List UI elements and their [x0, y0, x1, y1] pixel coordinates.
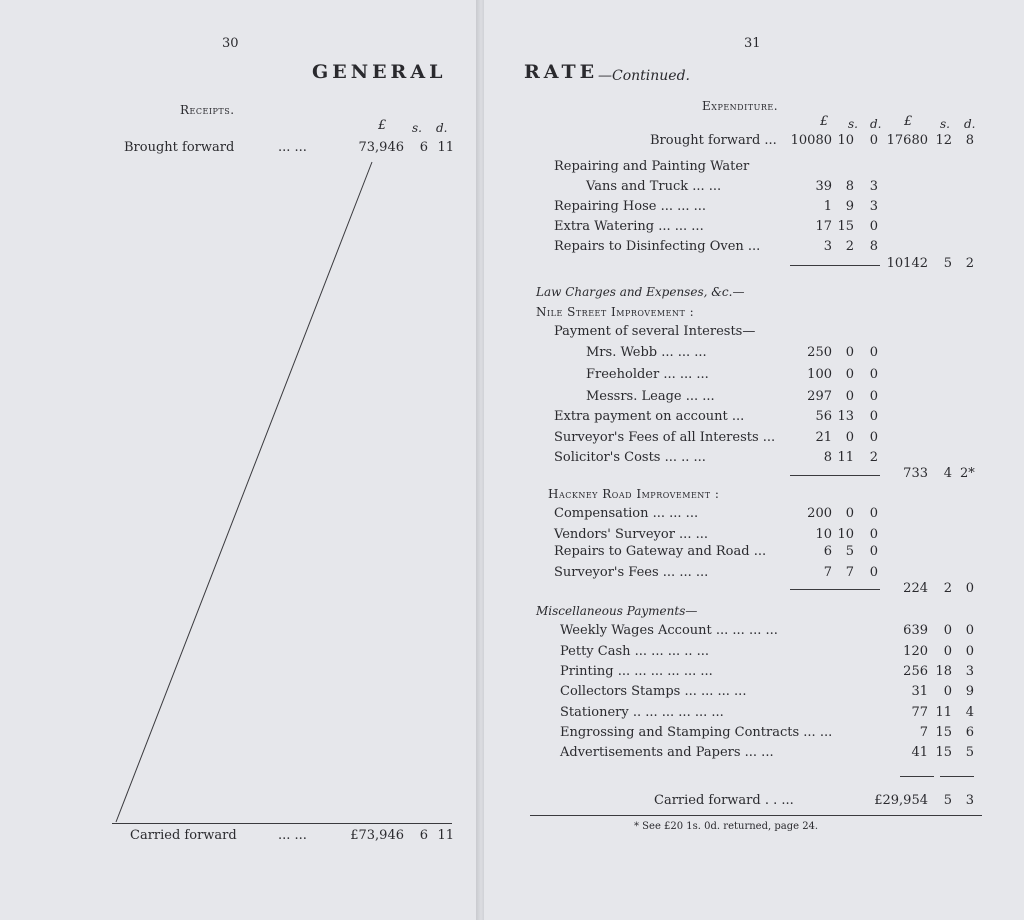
ledger-entry: Collectors Stamps ... ... ... ...: [560, 684, 747, 699]
ledger-entry: Mrs. Webb ... ... ...: [586, 345, 707, 360]
col-header-pounds: £: [820, 114, 829, 129]
brought-forward-pounds: 10080: [790, 133, 832, 148]
ledger-entry: Extra Watering ... ... ...: [554, 219, 704, 234]
ledger-entry: Solicitor's Costs ... .. ...: [554, 450, 706, 465]
amount-pence: 0: [869, 367, 878, 382]
carried-forward-shillings: 5: [943, 793, 952, 808]
subtotal-rule: [790, 265, 880, 266]
amount-pence: 0: [869, 506, 878, 521]
amount-shillings: 0: [845, 367, 854, 382]
page-number: 30: [222, 36, 239, 51]
amount-shillings: 0: [845, 389, 854, 404]
amount-pence: 6: [965, 725, 974, 740]
amount-pounds: 1: [823, 199, 832, 214]
ledger-entry: Repairing Hose ... ... ...: [554, 199, 707, 214]
amount-shillings: 7: [845, 565, 854, 580]
amount-pence: 3: [965, 664, 974, 679]
section-heading: Law Charges and Expenses, &c.—: [536, 285, 745, 299]
ledger-entry: Vans and Truck ... ...: [586, 179, 722, 194]
amount-shillings: 13: [837, 409, 854, 424]
brought-forward-pence: 11: [437, 140, 454, 155]
footnote-rule: [530, 815, 982, 816]
col-header-pence-2: d.: [964, 117, 976, 131]
page-title-suffix: —Continued.: [598, 68, 690, 84]
amount-pounds: 3: [823, 239, 832, 254]
ledger-entry: Messrs. Leage ... ...: [586, 389, 715, 404]
amount-shillings: 9: [845, 199, 854, 214]
subtotal-rule: [790, 589, 880, 590]
col-header-pounds: £: [378, 118, 387, 133]
subtotal-pence: 2: [965, 256, 974, 271]
total-rule: [940, 776, 974, 777]
col-header-pence: d.: [870, 117, 882, 131]
amount-shillings: 11: [935, 705, 952, 720]
section-heading: Miscellaneous Payments—: [536, 604, 698, 618]
section-subheading: Hackney Road Improvement :: [548, 487, 720, 501]
amount-pence: 3: [869, 199, 878, 214]
brought-forward-pence: 0: [869, 133, 878, 148]
amount-pence: 0: [965, 623, 974, 638]
subtotal-pounds: 10142: [886, 256, 928, 271]
amount-shillings: 15: [837, 219, 854, 234]
ledger-entry: Surveyor's Fees of all Interests ...: [554, 430, 776, 445]
subtotal-shillings: 2: [943, 581, 952, 596]
amount-pence: 0: [965, 644, 974, 659]
ledger-entry: Repairing and Painting Water: [554, 159, 750, 174]
ledger-entry: Vendors' Surveyor ... ...: [554, 527, 708, 542]
amount-pence: 0: [869, 345, 878, 360]
amount-shillings: 0: [845, 345, 854, 360]
amount-shillings: 11: [837, 450, 854, 465]
amount-shillings: 10: [837, 527, 854, 542]
amount-pounds: 56: [815, 409, 832, 424]
ledger-entry: Engrossing and Stamping Contracts ... ...: [560, 725, 833, 740]
amount-pence: 2: [869, 450, 878, 465]
amount-pounds: 100: [807, 367, 832, 382]
amount-shillings: 0: [845, 506, 854, 521]
amount-pence: 0: [869, 430, 878, 445]
amount-pounds: 10: [815, 527, 832, 542]
amount-shillings: 18: [935, 664, 952, 679]
col-header-shillings-2: s.: [940, 117, 950, 131]
brought-forward-pounds-2: 17680: [886, 133, 928, 148]
subtotal-shillings: 5: [943, 256, 952, 271]
amount-shillings: 0: [943, 684, 952, 699]
amount-pounds: 200: [807, 506, 832, 521]
amount-pence: 8: [869, 239, 878, 254]
brought-forward-shillings-2: 12: [935, 133, 952, 148]
amount-pence: 0: [869, 565, 878, 580]
amount-pence: 3: [869, 179, 878, 194]
amount-pounds: 256: [903, 664, 928, 679]
ledger-entry: Petty Cash ... ... ... .. ...: [560, 644, 710, 659]
page-number: 31: [744, 36, 761, 51]
ledger-entry: Repairs to Gateway and Road ...: [554, 544, 767, 559]
col-header-pounds-2: £: [904, 114, 913, 129]
amount-shillings: 15: [935, 725, 952, 740]
ledger-entry: Stationery .. ... ... ... ... ...: [560, 705, 724, 720]
subtotal-pence: 0: [965, 581, 974, 596]
amount-pence: 5: [965, 745, 974, 760]
amount-shillings: 2: [845, 239, 854, 254]
subtotal-shillings: 4: [943, 466, 952, 481]
brought-forward-pounds: 73,946: [358, 140, 404, 155]
amount-pence: 9: [965, 684, 974, 699]
ledger-entry: Compensation ... ... ...: [554, 506, 699, 521]
section-heading: Receipts.: [180, 103, 235, 117]
amount-pence: 0: [869, 409, 878, 424]
carried-forward-pounds: £29,954: [874, 793, 928, 808]
ledger-entry: Printing ... ... ... ... ... ...: [560, 664, 713, 679]
ledger-entry: Surveyor's Fees ... ... ...: [554, 565, 709, 580]
carried-forward-pounds: £73,946: [350, 828, 404, 843]
amount-pounds: 297: [807, 389, 832, 404]
brought-forward-label: Brought forward: [124, 140, 235, 155]
ledger-entry: Payment of several Interests—: [554, 324, 756, 339]
page-title: RATE: [524, 61, 599, 83]
amount-shillings: 0: [943, 623, 952, 638]
subtotal-rule: [790, 475, 880, 476]
subtotal-pounds: 733: [903, 466, 928, 481]
brought-forward-label: Brought forward ...: [650, 133, 777, 148]
amount-pence: 0: [869, 389, 878, 404]
amount-pounds: 17: [815, 219, 832, 234]
amount-pounds: 639: [903, 623, 928, 638]
col-header-shillings: s.: [848, 117, 858, 131]
page-title: GENERAL: [312, 61, 447, 83]
amount-shillings: 8: [845, 179, 854, 194]
ledger-entry: Repairs to Disinfecting Oven ...: [554, 239, 761, 254]
amount-pounds: 41: [911, 745, 928, 760]
ledger-entry: Weekly Wages Account ... ... ... ...: [560, 623, 778, 638]
carried-forward-label: Carried forward . . ...: [654, 793, 794, 808]
leader-dots: ... ...: [278, 140, 307, 155]
ledger-entry: Extra payment on account ...: [554, 409, 745, 424]
amount-pounds: 250: [807, 345, 832, 360]
amount-pounds: 8: [823, 450, 832, 465]
subtotal-pounds: 224: [903, 581, 928, 596]
footnote: * See £20 1s. 0d. returned, page 24.: [634, 821, 819, 832]
amount-pounds: 21: [815, 430, 832, 445]
carried-forward-pence: 3: [965, 793, 974, 808]
section-heading: Expenditure.: [702, 99, 779, 113]
brought-forward-shillings: 10: [837, 133, 854, 148]
total-rule: [112, 823, 452, 824]
col-header-pence: d.: [436, 121, 448, 135]
amount-shillings: 5: [845, 544, 854, 559]
amount-pence: 4: [965, 705, 974, 720]
brought-forward-shillings: 6: [419, 140, 428, 155]
carried-forward-label: Carried forward: [130, 828, 237, 843]
brought-forward-pence-2: 8: [965, 133, 974, 148]
amount-pounds: 120: [903, 644, 928, 659]
col-header-shillings: s.: [412, 121, 422, 135]
total-rule: [900, 776, 934, 777]
leader-dots: ... ...: [278, 828, 307, 843]
amount-pounds: 7: [823, 565, 832, 580]
carried-forward-pence: 11: [437, 828, 454, 843]
amount-pounds: 39: [815, 179, 832, 194]
section-subheading: Nile Street Improvement :: [536, 305, 695, 319]
amount-shillings: 0: [943, 644, 952, 659]
amount-pence: 0: [869, 544, 878, 559]
left-page: [0, 0, 478, 920]
amount-pounds: 7: [919, 725, 928, 740]
subtotal-pence: 2*: [960, 466, 975, 481]
amount-shillings: 0: [845, 430, 854, 445]
amount-pounds: 77: [911, 705, 928, 720]
right-page: [484, 0, 1024, 920]
amount-pence: 0: [869, 527, 878, 542]
cancel-diagonal-line: [0, 0, 478, 920]
carried-forward-shillings: 6: [419, 828, 428, 843]
amount-pounds: 31: [911, 684, 928, 699]
amount-shillings: 15: [935, 745, 952, 760]
amount-pounds: 6: [823, 544, 832, 559]
amount-pence: 0: [869, 219, 878, 234]
ledger-entry: Freeholder ... ... ...: [586, 367, 709, 382]
ledger-entry: Advertisements and Papers ... ...: [560, 745, 774, 760]
